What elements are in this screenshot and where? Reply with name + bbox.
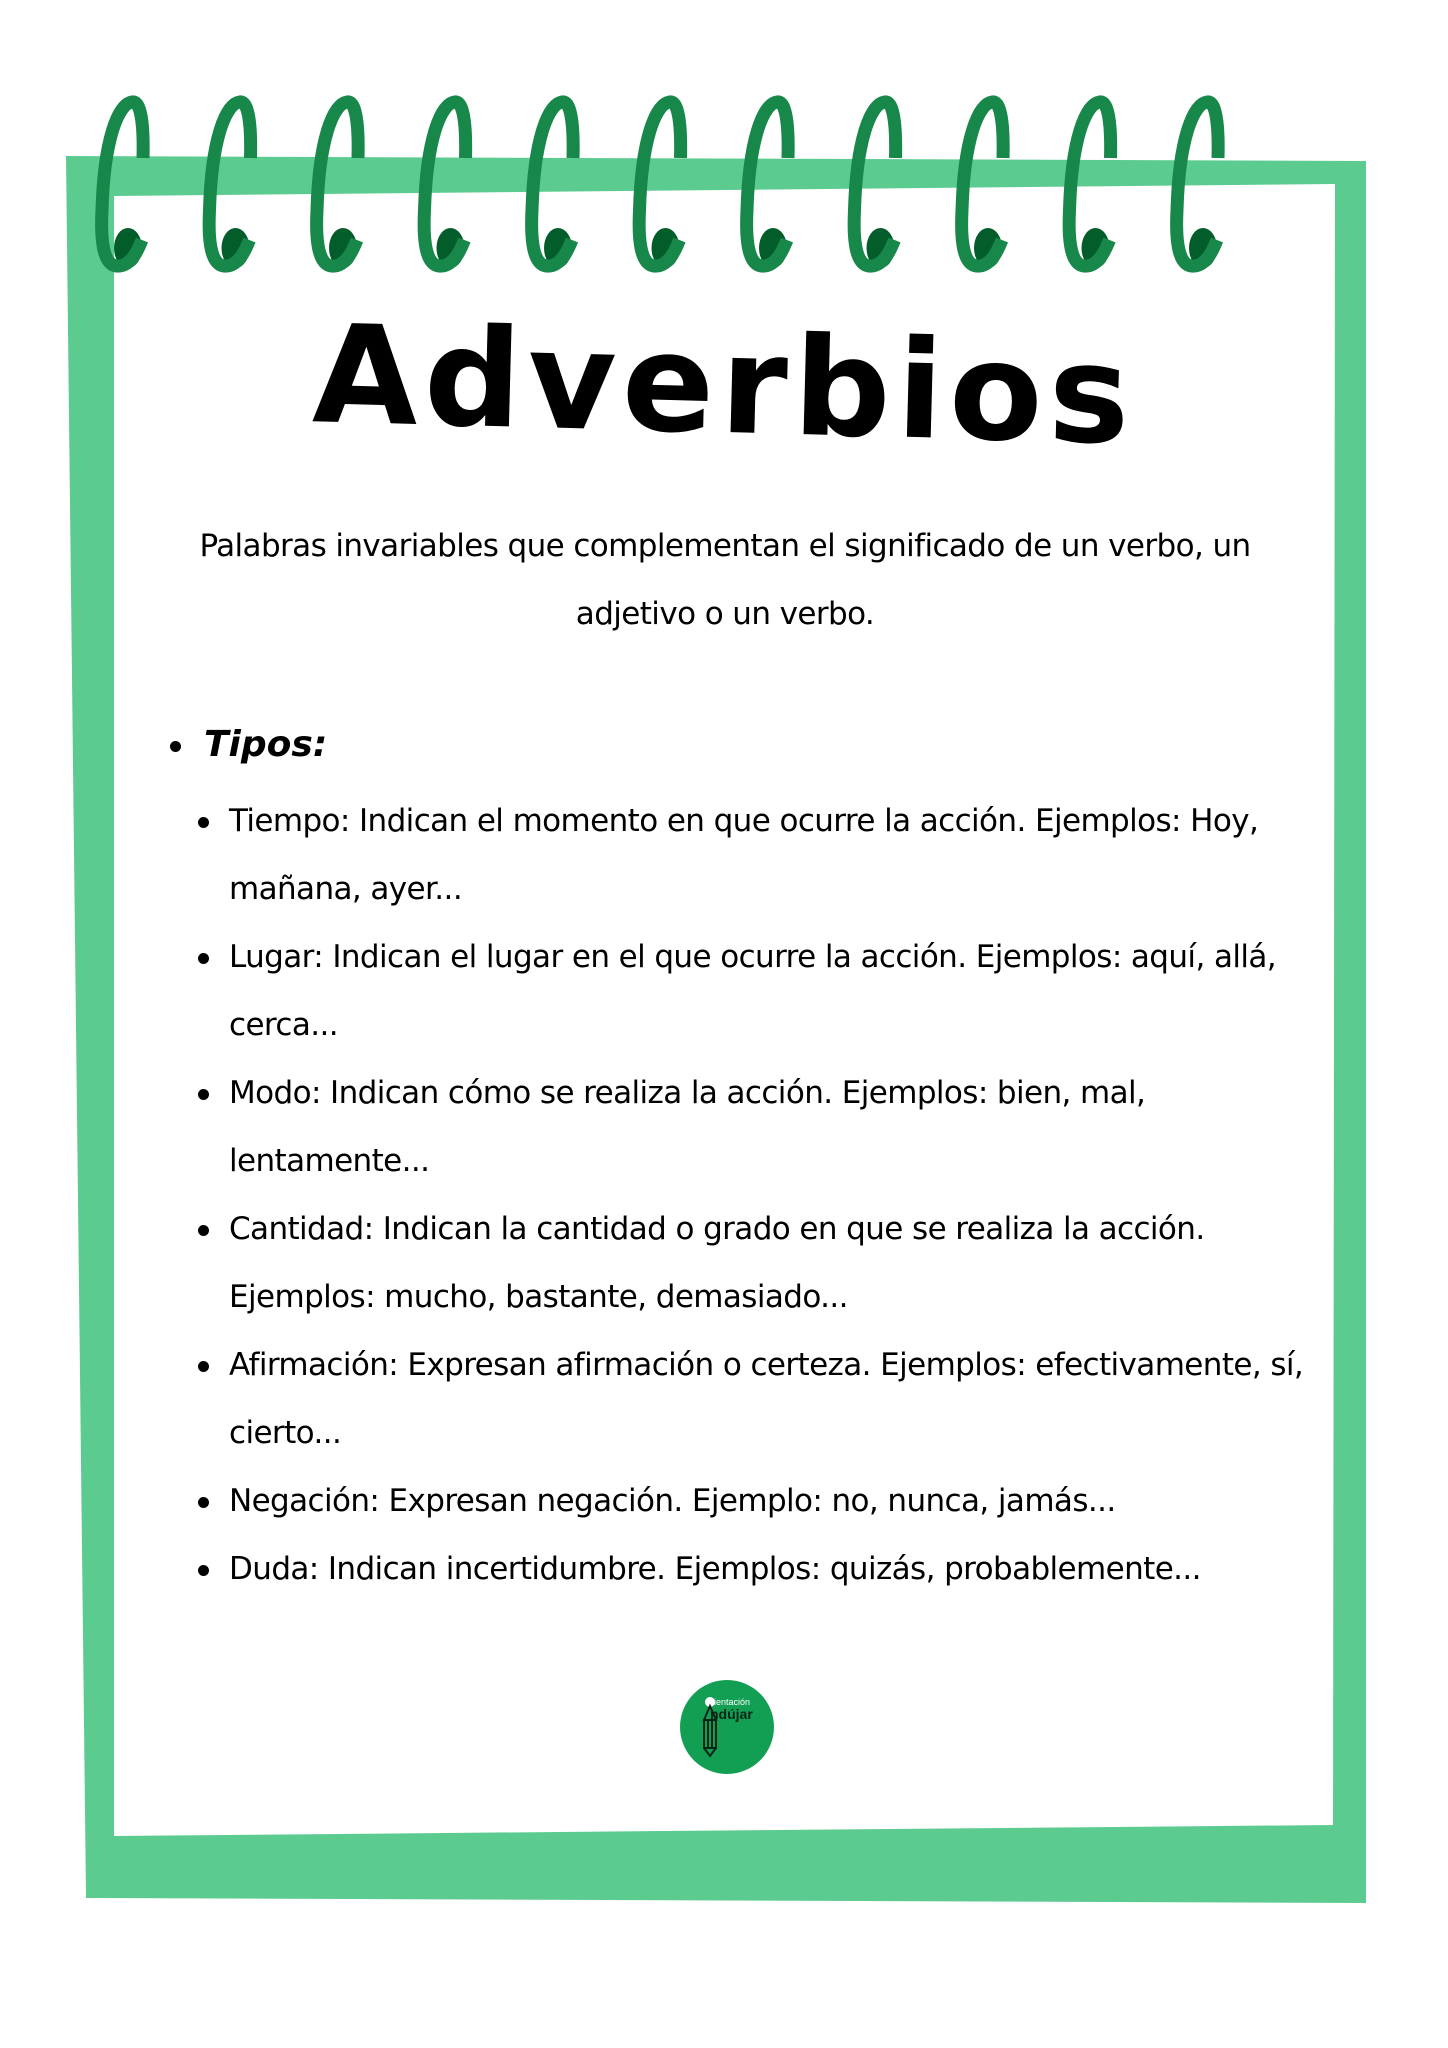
list-item-text: Lugar: Indican el lugar en el que ocurre la acción. Ejemplos: aquí, allá, cerca... [229, 939, 1277, 1043]
bullet-icon [198, 1089, 209, 1100]
logo-text-top: rientación [711, 1697, 751, 1707]
list-item-text: Cantidad: Indican la cantidad o grado en que se realiza la acción. Ejemplos: mucho, bastante, demasiado... [229, 1211, 1205, 1315]
bullet-icon [198, 817, 209, 828]
definition-text: Palabras invariables que complementan el significado de un verbo, un adjetivo o un verbo. [199, 528, 1251, 632]
pencil-icon [680, 1680, 774, 1774]
types-section [168, 715, 1328, 1603]
list-item-negacion [168, 1467, 1328, 1535]
bullet-icon [198, 1497, 209, 1508]
types-heading [168, 715, 1328, 775]
list-item-lugar [168, 923, 1328, 1059]
list-item-afirmacion [168, 1331, 1328, 1467]
list-item-text: Modo: Indican cómo se realiza la acción. Ejemplos: bien, mal, lentamente... [229, 1075, 1146, 1179]
list-item-text: Afirmación: Expresan afirmación o certeza. Ejemplos: efectivamente, sí, cierto... [229, 1347, 1304, 1451]
logo-text-bottom: ndújar [710, 1706, 753, 1722]
list-item-text: Negación: Expresan negación. Ejemplo: no, nunca, jamás... [229, 1483, 1116, 1519]
page-title: Adverbios [310, 296, 1138, 476]
types-list [168, 787, 1328, 1603]
bullet-icon [198, 1225, 209, 1236]
list-item-tiempo [168, 787, 1328, 923]
bullet-icon [198, 1565, 209, 1576]
types-heading-label: Tipos: [204, 724, 328, 765]
bullet-icon [170, 741, 181, 752]
bullet-icon [198, 953, 209, 964]
list-item-text: Tiempo: Indican el momento en que ocurre la acción. Ejemplos: Hoy, mañana, ayer... [229, 803, 1259, 907]
list-item-text: Duda: Indican incertidumbre. Ejemplos: quizás, probablemente... [229, 1551, 1201, 1587]
bullet-icon [198, 1361, 209, 1372]
list-item-duda [168, 1535, 1328, 1603]
list-item-modo [168, 1059, 1328, 1195]
orientacion-andujar-logo [680, 1680, 774, 1774]
list-item-cantidad [168, 1195, 1328, 1331]
